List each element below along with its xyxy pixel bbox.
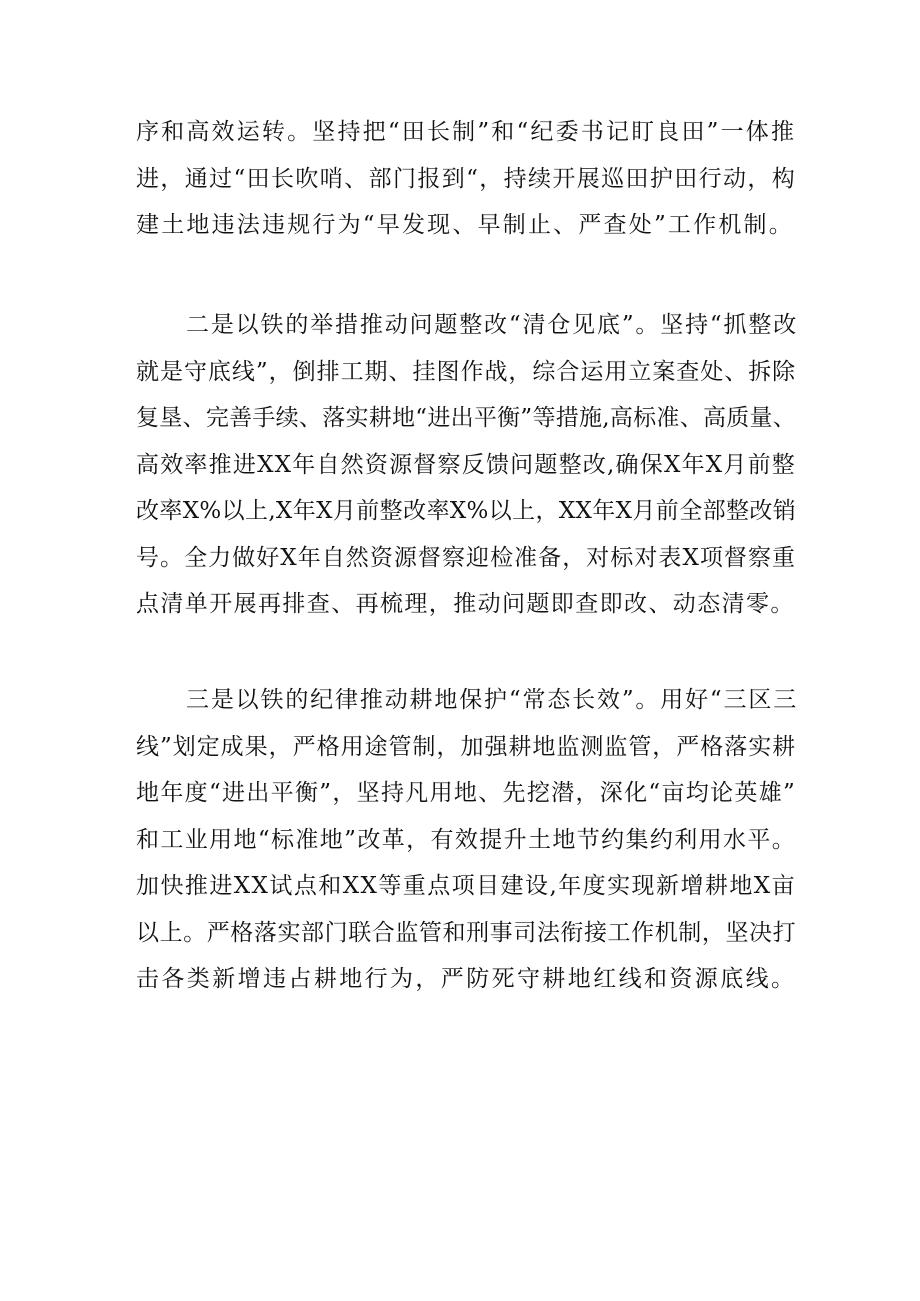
- paragraph-line: 以上。严格落实部门联合监管和刑事司法衔接工作机制，坚决打: [136, 919, 796, 946]
- paragraph-line: 三是以铁的纪律推动耕地保护“常态长效”。用好“三区三: [186, 687, 796, 713]
- paragraph-line: 击各类新增违占耕地行为，严防死守耕地红线和资源底线。: [136, 966, 797, 992]
- paragraph-line: 序和高效运转。坚持把“田长制”和“纪委书记盯良田”一体推: [136, 119, 796, 145]
- paragraph-line: 号。全力做好X年自然资源督察迎检准备，对标对表X项督察重: [136, 544, 796, 571]
- paragraph-line: 建土地违法违规行为“早发现、早制止、严查处”工作机制。: [136, 212, 794, 238]
- paragraph-rectification: [136, 302, 796, 628]
- paragraph-line: 高效率推进XX年自然资源督察反馈问题整改,确保X年X月前整: [136, 451, 796, 478]
- paragraph-line: 复垦、完善手续、落实耕地“进出平衡”等措施,高标准、高质量、: [136, 405, 796, 431]
- paragraph-line: 就是守底线”，倒排工期、挂图作战，综合运用立案查处、拆除: [136, 358, 796, 385]
- paragraph-line: 改率X%以上,X年X月前整改率X%以上，XX年X月前全部整改销: [136, 498, 796, 524]
- paragraph-continuation: [136, 109, 796, 249]
- paragraph-line: 线”划定成果，严格用途管制，加强耕地监测监管，严格落实耕: [136, 733, 796, 760]
- paragraph-line: 二是以铁的举措推动问题整改“清仓见底”。坚持“抓整改: [186, 312, 796, 338]
- paragraph-protection: [136, 677, 796, 1003]
- paragraph-line: 点清单开展再排查、再梳理，推动问题即查即改、动态清零。: [136, 591, 795, 617]
- paragraph-line: 和工业用地“标准地”改革，有效提升土地节约集约利用水平。: [136, 826, 796, 853]
- paragraph-line: 加快推进XX试点和XX等重点项目建设,年度实现新增耕地X亩: [136, 873, 796, 899]
- paragraph-line: 进，通过“田长吹哨、部门报到“，持续开展巡田护田行动，构: [136, 165, 796, 192]
- paragraph-line: 地年度“进出平衡”，坚持凡用地、先挖潜，深化“亩均论英雄”: [136, 780, 796, 806]
